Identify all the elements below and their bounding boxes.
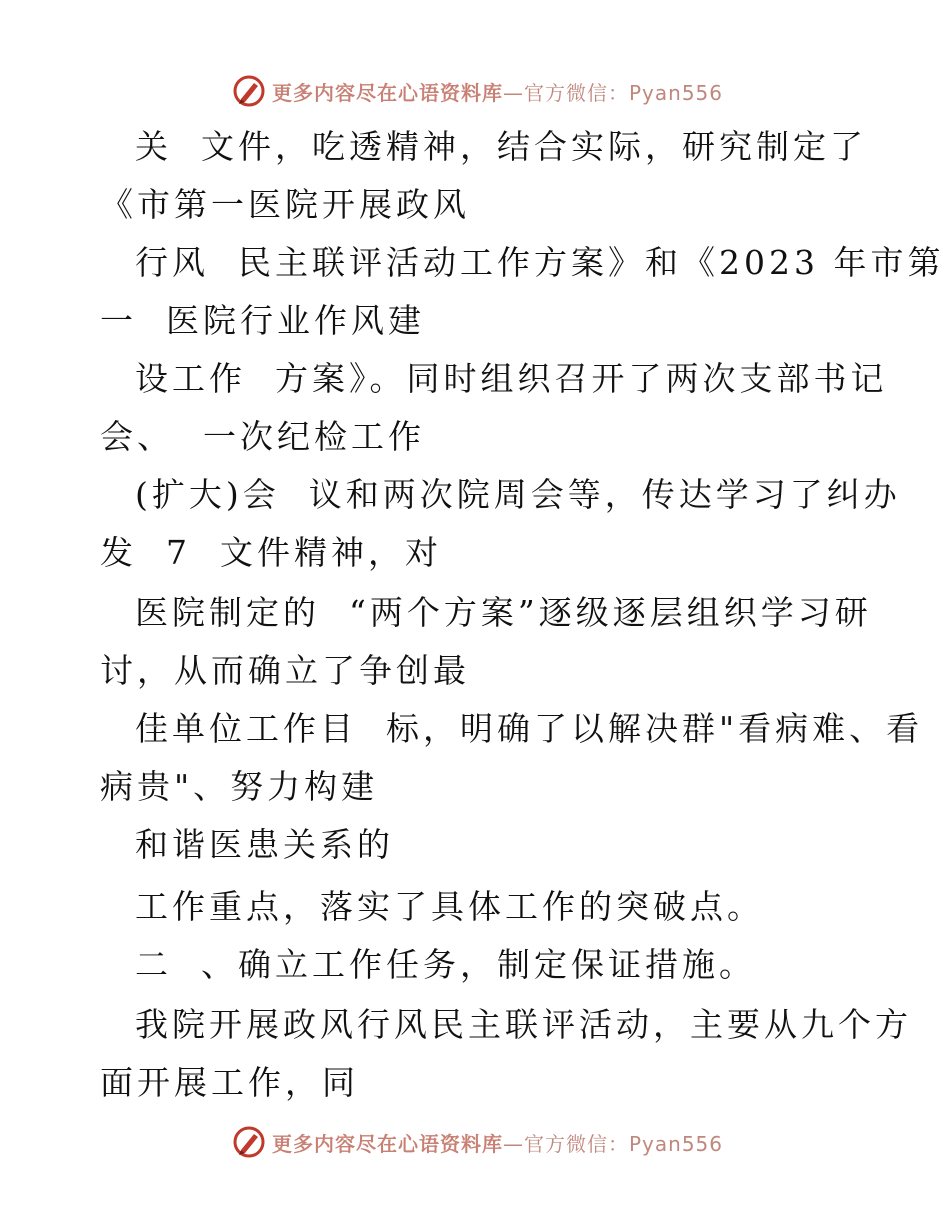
header-dash: — — [503, 80, 524, 105]
header-watermark — [232, 71, 723, 111]
body-line: 设工作 方案》。同时组织召开了两次支部书记 — [135, 359, 888, 398]
body-line: 我院开展政风行风民主联评活动，主要从九个方 — [135, 1005, 912, 1044]
header-text — [272, 77, 723, 106]
body-line: 病贵"、努力构建 — [100, 767, 379, 806]
body-line: 《市第一医院开展政风 — [100, 185, 470, 224]
body-line: (扩大)会 议和两次院周会等，传达学习了纠办 — [135, 475, 901, 514]
body-line: 佳单位工作目 标，明确了以解决群"看病难、看 — [135, 709, 924, 748]
body-line: 行风 民主联评活动工作方案》和《2023 年市第 — [135, 243, 945, 282]
pen-logo-icon — [232, 74, 266, 108]
footer-dash: — — [503, 1131, 524, 1156]
body-line: 二 、确立工作任务，制定保证措施。 — [135, 945, 756, 984]
footer-brand: 更多内容尽在心语资料库 — [272, 1131, 503, 1156]
footer-watermark — [232, 1122, 723, 1162]
pen-logo-icon — [232, 1125, 266, 1159]
footer-text — [272, 1128, 723, 1157]
body-line: 发 7 文件精神，对 — [100, 533, 442, 572]
header-contact: 官方微信：Pyan556 — [524, 80, 724, 105]
header-brand: 更多内容尽在心语资料库 — [272, 80, 503, 105]
body-line: 会、 一次纪检工作 — [100, 417, 425, 456]
body-line: 一 医院行业作风建 — [100, 301, 425, 340]
body-line: 和谐医患关系的 — [135, 825, 394, 864]
body-line: 面开展工作，同 — [100, 1063, 359, 1102]
footer-contact: 官方微信：Pyan556 — [524, 1131, 724, 1156]
body-line: 关 文件，吃透精神，结合实际，研究制定了 — [135, 127, 867, 166]
body-line: 医院制定的 “两个方案”逐级逐层组织学习研 — [135, 593, 872, 632]
body-line: 讨，从而确立了争创最 — [100, 651, 470, 690]
body-line: 工作重点，落实了具体工作的突破点。 — [135, 887, 764, 926]
